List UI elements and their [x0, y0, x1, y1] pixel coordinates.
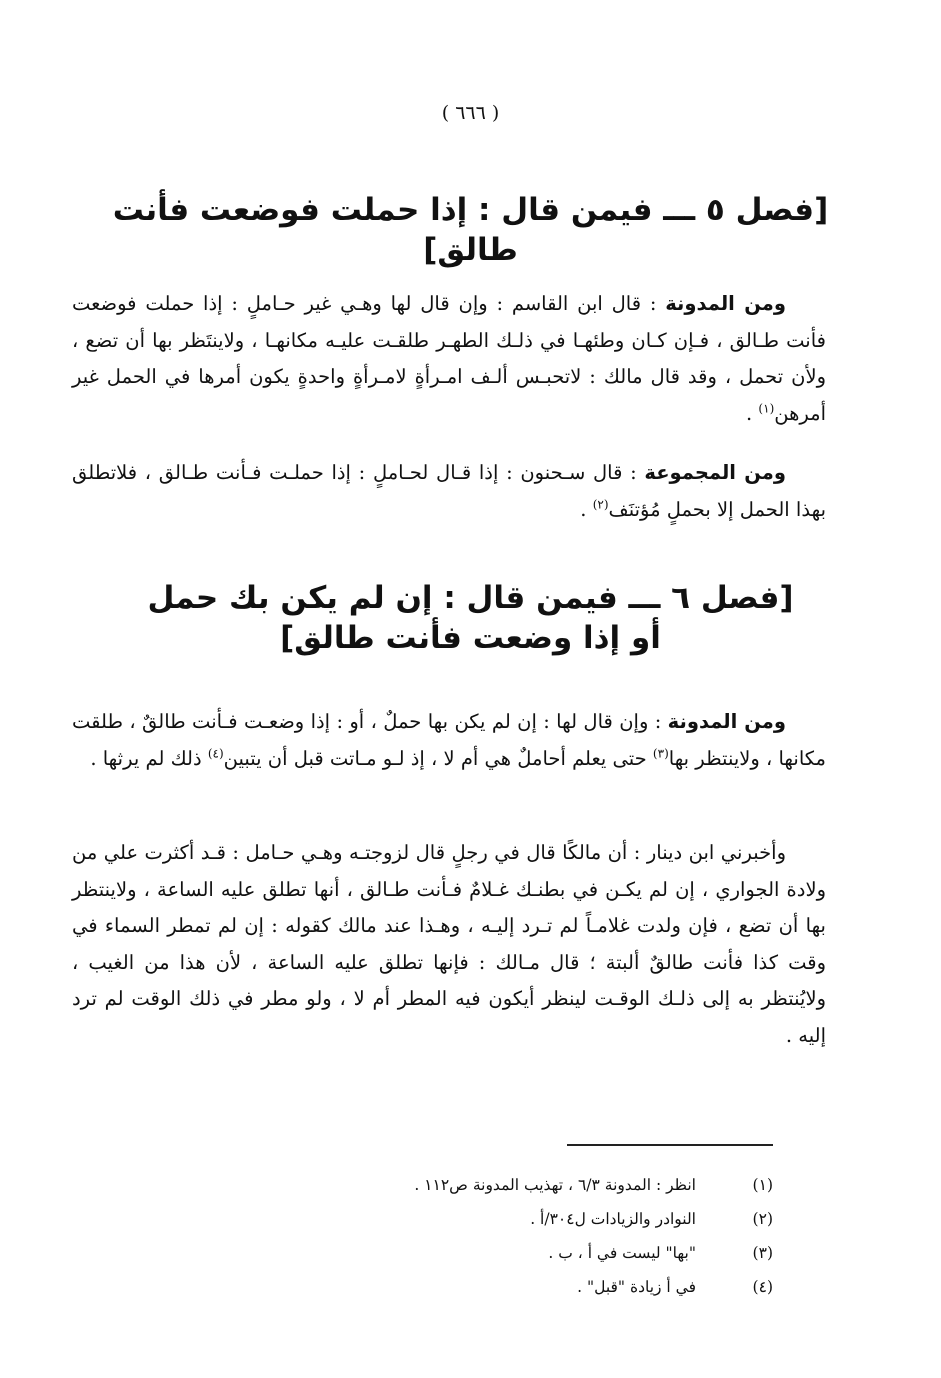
paragraph-end: .: [746, 401, 759, 425]
footnote-number: (١): [752, 1176, 773, 1194]
source-label: ومن المجموعة: [644, 461, 786, 484]
page-number: ( ٦٦٦ ): [441, 102, 500, 124]
footnote-item: [133, 1168, 773, 1202]
section-heading-line: أو إذا وضعت فأنت طالق]: [280, 620, 661, 656]
paragraph-end: .: [580, 497, 593, 521]
footnote-number: (٤): [752, 1278, 773, 1296]
footnote-item: [133, 1270, 773, 1304]
paragraph-mudawwana-1: [72, 286, 826, 432]
source-label: ومن المدونة: [665, 292, 786, 315]
footnote-ref: (٣): [652, 746, 669, 760]
footnote-text: النوادر والزيادات ل٣٠٤/أ .: [530, 1210, 696, 1228]
footnote-ref: (٤): [207, 746, 224, 760]
paragraph-text: حتى يعلم أحاملٌ هي أم لا ، إذ لـو مـاتت قبل أن يتبين: [223, 746, 653, 770]
paragraph-text: ذلك لم يرثها .: [90, 746, 208, 770]
footnote-item: [133, 1202, 773, 1236]
section-heading-line: [فصل ٦ ـــ فيمن قال : إن لم يكن بك حمل: [147, 580, 794, 616]
source-label: ومن المدونة: [667, 710, 786, 733]
paragraph-majmua: [72, 455, 826, 528]
footnote-ref: (٢): [592, 497, 609, 511]
footnote-number: (٢): [752, 1210, 773, 1228]
footnote-text: انظر : المدونة ٦/٣ ، تهذيب المدونة ص١١٢ .: [414, 1176, 696, 1194]
section-heading-5: [فصل ٥ ـــ فيمن قال : إذا حملت فوضعت فأنت طالق]: [112, 192, 829, 268]
footnotes: [133, 1168, 773, 1304]
footnote-number: (٣): [752, 1244, 773, 1262]
footnote-item: [133, 1236, 773, 1270]
paragraph-text: : وإن قال لها : إن لم يكن بها حملٌ ، أو : إذا وضعـت فـأنت طالقٌ ، طلقت مكانها ، ولاينتظر بها: [72, 710, 826, 770]
footnote-text: في أ زيادة "قبل" .: [577, 1278, 696, 1296]
paragraph-text: : قال سـحنون : إذا قـال لحـاملٍ : إذا حملـت فـأنت طـالق ، فلاتطلق بهذا الحمل إلا بحملٍ مُؤتنَف: [72, 461, 826, 521]
paragraph-mudawwana-2: [72, 704, 826, 777]
footnote-ref: (١): [758, 401, 775, 415]
paragraph-text: : قال ابن القاسم : وإن قال لها وهـي غير حـاملٍ : إذا حملت فوضعت فأنت طـالق ، فـإن كـان وطئهـا في ذلـك الطهـر طلقـت عليـه مكانهـا ، ولاينتَظر بها أن تضع ، ولأن تحمل ، وقد قال مالك : لاتحبـس ألـف امـرأةٍ لامـرأةٍ واحدةٍ يكون أمرها في الحمل غير أمرهن: [72, 292, 826, 425]
section-heading-6: [80, 578, 861, 658]
footnote-separator: [567, 1144, 773, 1146]
footnote-text: "بها" ليست في أ ، ب .: [548, 1244, 696, 1262]
paragraph-ibn-dinar: وأخبرني ابن دينار : أن مالكًا قال في رجلٍ قال لزوجتـه وهـي حـامل : قـد أكثرت علي من ولادة الجواري ، إن لم يكـن في بطنـك غـلامٌ فـأنت طـالق ، أنها تطلق عليه الساعة ، ولاينتظر بها أن تضع ، فإن ولدت غلامـاً لم تـرد إليـه ، وهـذا عند مالك كقوله : إن لم تمطر السماء في وقت كذا فأنت طالقٌ ألبتة ؛ قال مـالك : فإنها تطلق عليه الساعة ، لأن هذا من الغيب ، ولايُنتظر به إلى ذلـك الوقـت لينظر أيكون فيه المطر أم لا ، ولو مطر في ذلك الوقت لم ترد إليه .: [72, 841, 826, 1047]
